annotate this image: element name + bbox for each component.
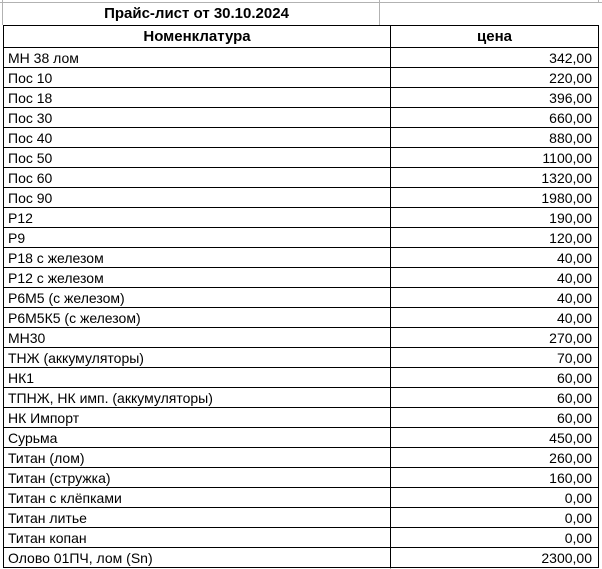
item-name-cell[interactable]: Пос 60 bbox=[4, 168, 391, 188]
item-price-cell[interactable]: 660,00 bbox=[391, 108, 599, 128]
item-price-cell[interactable]: 0,00 bbox=[391, 528, 599, 548]
item-name-cell[interactable]: НК1 bbox=[4, 368, 391, 388]
item-price-cell[interactable]: 0,00 bbox=[391, 488, 599, 508]
item-name-cell[interactable]: Р12 с железом bbox=[4, 268, 391, 288]
table-row bbox=[4, 128, 599, 148]
item-price-cell[interactable]: 120,00 bbox=[391, 228, 599, 248]
item-name-cell[interactable]: Р12 bbox=[4, 208, 391, 228]
table-row bbox=[4, 88, 599, 108]
item-price-cell[interactable]: 1320,00 bbox=[391, 168, 599, 188]
item-price-cell[interactable]: 160,00 bbox=[391, 468, 599, 488]
table-row bbox=[4, 168, 599, 188]
table-body bbox=[4, 48, 599, 568]
item-price-cell[interactable]: 60,00 bbox=[391, 368, 599, 388]
table-row bbox=[4, 308, 599, 328]
item-name-cell[interactable]: Титан (стружка) bbox=[4, 468, 391, 488]
item-name-cell[interactable]: МН30 bbox=[4, 328, 391, 348]
item-price-cell[interactable]: 40,00 bbox=[391, 288, 599, 308]
table-row bbox=[4, 468, 599, 488]
item-price-cell[interactable]: 342,00 bbox=[391, 48, 599, 68]
item-name-cell[interactable]: Титан литье bbox=[4, 508, 391, 528]
item-name-cell[interactable]: Титан с клёпками bbox=[4, 488, 391, 508]
item-price-cell[interactable]: 0,00 bbox=[391, 508, 599, 528]
item-price-cell[interactable]: 40,00 bbox=[391, 248, 599, 268]
item-price-cell[interactable]: 1100,00 bbox=[391, 148, 599, 168]
item-name-cell[interactable]: Пос 30 bbox=[4, 108, 391, 128]
item-price-cell[interactable]: 40,00 bbox=[391, 308, 599, 328]
table-row bbox=[4, 288, 599, 308]
item-name-cell[interactable]: ТНЖ (аккумуляторы) bbox=[4, 348, 391, 368]
item-price-cell[interactable]: 2300,00 bbox=[391, 548, 599, 568]
table-row bbox=[4, 188, 599, 208]
table-row bbox=[4, 248, 599, 268]
item-price-cell[interactable]: 1980,00 bbox=[391, 188, 599, 208]
table-row bbox=[4, 548, 599, 568]
item-price-cell[interactable]: 880,00 bbox=[391, 128, 599, 148]
table-row bbox=[4, 48, 599, 68]
item-name-cell[interactable]: Р6М5К5 (с железом) bbox=[4, 308, 391, 328]
price-list-title-cell[interactable]: Прайс-лист от 30.10.2024 bbox=[104, 5, 289, 22]
header-price-cell[interactable]: цена bbox=[391, 26, 599, 48]
item-price-cell[interactable]: 70,00 bbox=[391, 348, 599, 368]
gridline-right-vertical-stub bbox=[598, 0, 599, 3]
table-row bbox=[4, 388, 599, 408]
table-row bbox=[4, 228, 599, 248]
item-name-cell[interactable]: Р9 bbox=[4, 228, 391, 248]
item-price-cell[interactable]: 270,00 bbox=[391, 328, 599, 348]
table-row bbox=[4, 448, 599, 468]
item-name-cell[interactable]: Пос 18 bbox=[4, 88, 391, 108]
item-name-cell[interactable]: Пос 90 bbox=[4, 188, 391, 208]
item-price-cell[interactable]: 260,00 bbox=[391, 448, 599, 468]
item-name-cell[interactable]: Олово 01ПЧ, лом (Sn) bbox=[4, 548, 391, 568]
table-row bbox=[4, 368, 599, 388]
item-name-cell[interactable]: ТПНЖ, НК имп. (аккумуляторы) bbox=[4, 388, 391, 408]
item-name-cell[interactable]: Пос 40 bbox=[4, 128, 391, 148]
table-row bbox=[4, 488, 599, 508]
item-price-cell[interactable]: 60,00 bbox=[391, 408, 599, 428]
item-name-cell[interactable]: Р6М5 (с железом) bbox=[4, 288, 391, 308]
item-name-cell[interactable]: Титан (лом) bbox=[4, 448, 391, 468]
item-price-cell[interactable]: 190,00 bbox=[391, 208, 599, 228]
table-row bbox=[4, 428, 599, 448]
item-price-cell[interactable]: 220,00 bbox=[391, 68, 599, 88]
item-name-cell[interactable]: МН 38 лом bbox=[4, 48, 391, 68]
item-price-cell[interactable]: 40,00 bbox=[391, 268, 599, 288]
price-table bbox=[3, 25, 599, 568]
item-name-cell[interactable]: Пос 10 bbox=[4, 68, 391, 88]
table-row bbox=[4, 68, 599, 88]
table-row bbox=[4, 328, 599, 348]
table-row bbox=[4, 268, 599, 288]
table-row bbox=[4, 108, 599, 128]
table-row bbox=[4, 148, 599, 168]
table-row bbox=[4, 408, 599, 428]
item-name-cell[interactable]: Сурьма bbox=[4, 428, 391, 448]
table-row bbox=[4, 208, 599, 228]
item-name-cell[interactable]: Р18 с железом bbox=[4, 248, 391, 268]
table-row bbox=[4, 348, 599, 368]
item-name-cell[interactable]: НК Импорт bbox=[4, 408, 391, 428]
item-price-cell[interactable]: 450,00 bbox=[391, 428, 599, 448]
header-nomenclature-cell[interactable]: Номенклатура bbox=[4, 26, 391, 48]
header-row bbox=[4, 26, 599, 48]
item-name-cell[interactable]: Титан копан bbox=[4, 528, 391, 548]
item-name-cell[interactable]: Пос 50 bbox=[4, 148, 391, 168]
item-price-cell[interactable]: 396,00 bbox=[391, 88, 599, 108]
item-price-cell[interactable]: 60,00 bbox=[391, 388, 599, 408]
table-row bbox=[4, 508, 599, 528]
table-row bbox=[4, 528, 599, 548]
